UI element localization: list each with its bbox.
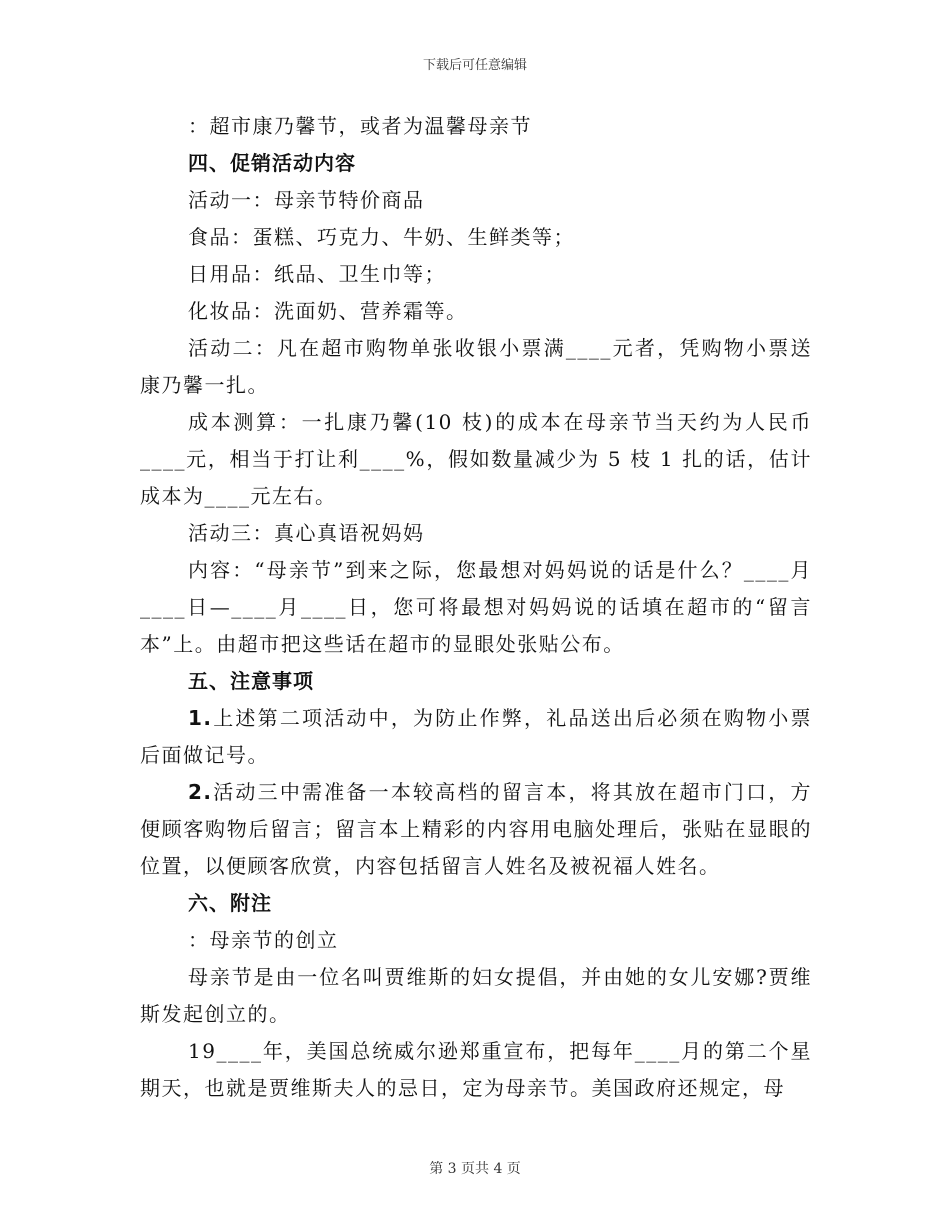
- paragraph-activity-two: 活动二：凡在超市购物单张收银小票满____元者，凭购物小票送康乃馨一扎。: [140, 336, 812, 397]
- paragraph-cosmetics: 化妆品：洗面奶、营养霜等。: [188, 299, 468, 323]
- section-heading-appendix: 六、附注: [188, 891, 272, 915]
- paragraph-origin-title: ：母亲节的创立: [188, 928, 339, 952]
- document-body: [140, 108, 812, 1107]
- list-item-note-2: [140, 774, 812, 885]
- section-heading-notes: 五、注意事项: [188, 669, 314, 693]
- page-footer: 第 3 页共 4 页: [429, 1161, 521, 1177]
- page-header: 下载后可任意编辑: [422, 58, 527, 73]
- list-number: 1.: [188, 706, 213, 730]
- paragraph-cost-estimate: 成本测算：一扎康乃馨(10 枝)的成本在母亲节当天约为人民币____元，相当于打让利____%，假如数量减少为 5 枝 1 扎的话，估计成本为____元左右。: [140, 410, 812, 508]
- paragraph-activity-three: 活动三：真心真语祝妈妈: [188, 521, 425, 545]
- list-item-text: 活动三中需准备一本较高档的留言本，将其放在超市门口，方便顾客购物后留言；留言本上精彩的内容用电脑处理后，张贴在显眼的位置，以便顾客欣赏，内容包括留言人姓名及被祝福人姓名。: [140, 780, 812, 878]
- list-number: 2.: [188, 780, 213, 804]
- paragraph-activity-content: 内容：“母亲节”到来之际，您最想对妈妈说的话是什么？____月____日—____月____日，您可将最想对妈妈说的话填在超市的“留言本”上。由超市把这些话在超市的显眼处张贴公布。: [140, 558, 812, 656]
- list-item-text: 上述第二项活动中，为防止作弊，礼品送出后必须在购物小票后面做记号。: [140, 706, 812, 767]
- list-item-note-1: [140, 700, 812, 774]
- paragraph-origin: 母亲节是由一位名叫贾维斯的妇女提倡，并由她的女儿安娜?贾维斯发起创立的。: [140, 965, 812, 1026]
- paragraph-history: 19____年，美国总统威尔逊郑重宣布，把每年____月的第二个星期天，也就是贾维斯夫人的忌日，定为母亲节。美国政府还规定，母: [140, 1039, 812, 1100]
- paragraph-food: 食品：蛋糕、巧克力、牛奶、生鲜类等；: [188, 225, 575, 249]
- section-heading-promotion: 四、促销活动内容: [188, 151, 356, 175]
- paragraph-activity-one: 活动一：母亲节特价商品: [188, 188, 425, 212]
- paragraph-daily-goods: 日用品：纸品、卫生巾等；: [188, 262, 446, 286]
- paragraph-title-line: ：超市康乃馨节，或者为温馨母亲节: [188, 114, 532, 138]
